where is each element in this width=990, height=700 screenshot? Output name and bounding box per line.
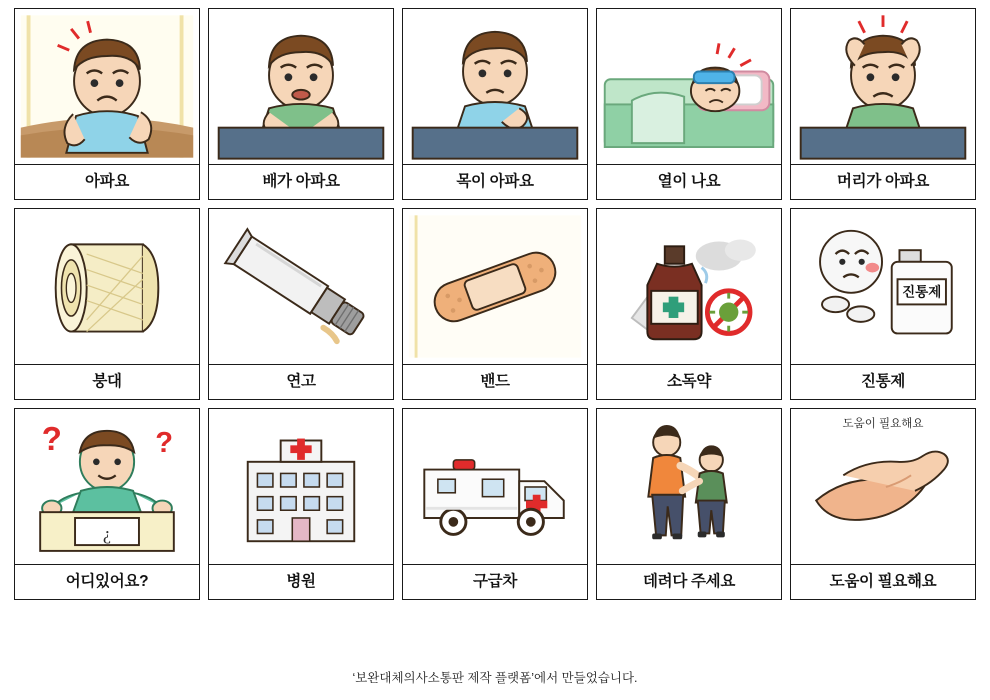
card-fever[interactable] [596, 8, 782, 200]
boy-holding-stomach-icon [209, 9, 393, 165]
card-label: 데려다 주세요 [642, 573, 736, 590]
card-label: 병원 [286, 573, 316, 590]
card-label: 아파요 [84, 173, 130, 190]
card-sick[interactable] [14, 8, 200, 200]
card-painkiller[interactable] [790, 208, 976, 400]
card-label: 목이 아파요 [456, 173, 534, 190]
open-hands-icon [791, 409, 975, 565]
footer-note: ‘보완대체의사소통판 제작 플랫폼’에서 만들었습니다. [352, 671, 638, 685]
card-bandage-roll[interactable] [14, 208, 200, 400]
card-label: 소독약 [666, 373, 712, 390]
disinfectant-bottle-icon [597, 209, 781, 365]
boy-touching-throat-icon [403, 9, 587, 165]
card-hospital[interactable] [208, 408, 394, 600]
card-label: 연고 [286, 373, 316, 390]
ointment-tube-icon [209, 209, 393, 365]
hospital-building-icon [209, 409, 393, 565]
boy-with-head-pain-icon [15, 9, 199, 165]
card-band-aid[interactable] [402, 208, 588, 400]
bottle-text: 진통제 [902, 284, 942, 300]
card-label: 붕대 [92, 373, 122, 390]
card-ambulance[interactable] [402, 408, 588, 600]
card-disinfectant[interactable] [596, 208, 782, 400]
card-top-label: 도움이 필요해요 [842, 418, 924, 430]
card-label: 열이 나요 [657, 173, 721, 190]
card-label: 진통제 [860, 373, 906, 390]
card-stomach-ache[interactable] [208, 8, 394, 200]
card-label: 구급차 [472, 573, 518, 590]
boy-holding-head-icon [791, 9, 975, 165]
card-sore-throat[interactable] [402, 8, 588, 200]
card-take-me-there[interactable] [596, 408, 782, 600]
card-headache[interactable] [790, 8, 976, 200]
card-where-is-it[interactable] [14, 408, 200, 600]
card-label: 밴드 [480, 373, 510, 390]
card-need-help[interactable] [790, 408, 976, 600]
bandage-roll-icon [15, 209, 199, 365]
adhesive-bandage-icon [403, 209, 587, 365]
svg-text:?: ? [41, 420, 62, 458]
svg-text:¿: ¿ [102, 523, 112, 544]
painkiller-bottle-icon [791, 209, 975, 365]
svg-text:?: ? [155, 427, 174, 460]
child-in-bed-with-fever-icon [597, 9, 781, 165]
ambulance-icon [403, 409, 587, 565]
card-label: 도움이 필요해요 [829, 573, 937, 590]
confused-person-question-icon [15, 409, 199, 565]
card-label: 머리가 아파요 [836, 173, 930, 190]
card-label: 배가 아파요 [262, 173, 340, 190]
two-people-walking-icon [597, 409, 781, 565]
card-label: 어디있어요? [65, 573, 149, 590]
card-grid [14, 8, 976, 600]
card-ointment[interactable] [208, 208, 394, 400]
